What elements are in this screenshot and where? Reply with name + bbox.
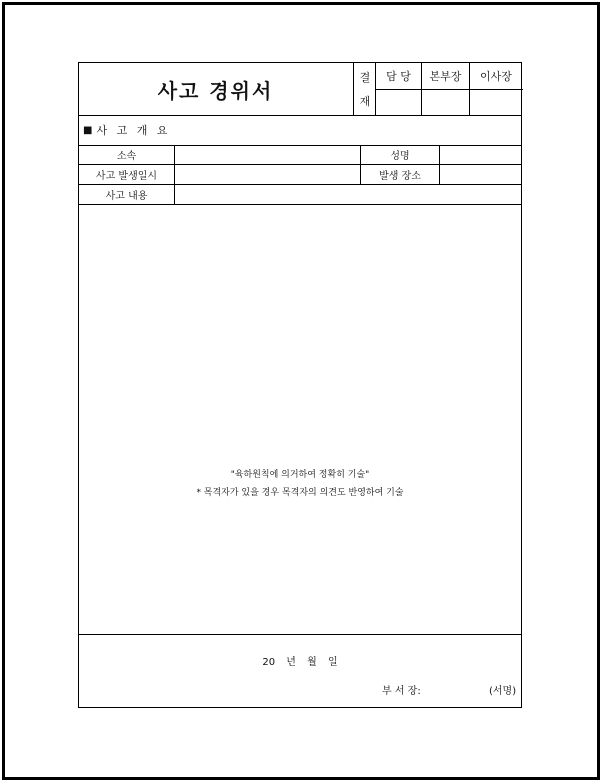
datetime-field[interactable] [175, 165, 360, 184]
approval-label [354, 63, 376, 115]
section-title-text: 사 고 개 요 [96, 124, 171, 137]
approval-col-staff: 담 당 [386, 70, 411, 83]
place-label: 발생 장소 [379, 171, 421, 182]
name-label: 성명 [390, 151, 410, 162]
name-field[interactable] [440, 145, 521, 164]
affiliation-field[interactable] [175, 145, 360, 164]
department-head-sign-field[interactable] [435, 678, 485, 696]
affiliation-label: 소속 [116, 151, 137, 162]
approval-sign-chairman[interactable] [470, 89, 522, 115]
approval-sign-staff[interactable] [376, 89, 421, 115]
content-label: 사고 내용 [105, 191, 148, 202]
content-summary-field[interactable] [175, 185, 521, 204]
instruction-line-1: "육하원칙에 의거하여 정확히 기술" [230, 470, 370, 480]
document-title: 사고 경위서 [157, 78, 274, 103]
instruction-line-2: * 목격자가 있을 경우 목격자의 의견도 반영하여 기술 [196, 488, 404, 498]
approval-sign-division-head[interactable] [422, 89, 469, 115]
approval-label-bottom: 재 [359, 95, 371, 108]
approval-col-division-head: 본부장 [429, 70, 462, 83]
square-bullet-icon: ■ [83, 124, 93, 136]
section-title [83, 115, 483, 145]
approval-col-chairman: 이사장 [480, 70, 512, 83]
datetime-label: 사고 발생일시 [95, 171, 158, 182]
signature-label: (서명) [489, 686, 517, 697]
incident-report-form [78, 62, 522, 708]
place-field[interactable] [440, 165, 521, 184]
divider [79, 634, 521, 635]
incident-description-area[interactable] [79, 204, 521, 634]
department-head-label: 부 서 장: [382, 686, 421, 697]
approval-label-top: 결 [359, 71, 371, 84]
date-line: 20 년 월 일 [262, 657, 338, 668]
